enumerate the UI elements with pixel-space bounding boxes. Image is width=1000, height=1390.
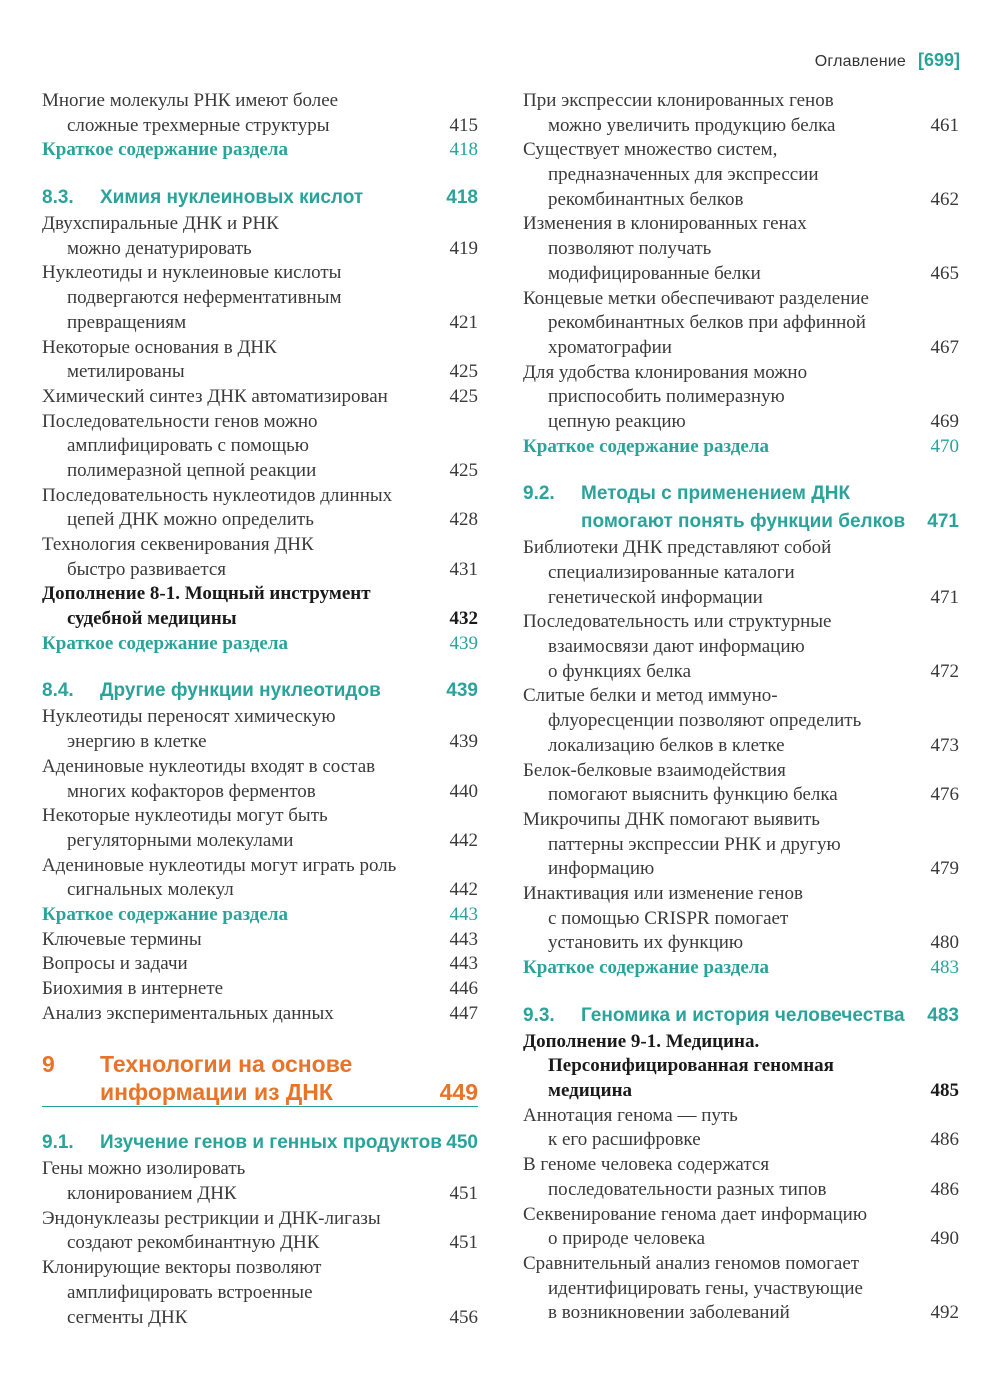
section-page: 471 bbox=[927, 511, 959, 533]
toc-entry-line[interactable] bbox=[523, 931, 959, 956]
toc-entry-text: предназначенных для экспрессии bbox=[548, 164, 819, 186]
toc-entry-page: 483 bbox=[930, 957, 959, 978]
toc-entry-text: Концевые метки обеспечивают разделение bbox=[523, 287, 869, 309]
toc-entry-text: Технология секвенирования ДНК bbox=[42, 534, 314, 555]
toc-entry-text: Вопросы и задачи bbox=[42, 953, 188, 975]
toc-entry-page: 443 bbox=[449, 903, 478, 925]
toc-entry-line[interactable] bbox=[42, 385, 478, 410]
toc-entry-line[interactable] bbox=[523, 536, 959, 561]
toc-entry-line[interactable] bbox=[523, 188, 959, 213]
toc-entry-line[interactable] bbox=[523, 635, 959, 660]
toc-entry-line[interactable] bbox=[42, 459, 478, 484]
toc-entry-text: энергию в клетке bbox=[67, 731, 207, 753]
toc-entry-line[interactable] bbox=[42, 632, 478, 657]
toc-entry-text: Гены можно изолировать bbox=[42, 1158, 246, 1180]
toc-entry-line[interactable] bbox=[42, 1157, 478, 1182]
toc-entry-text: рекомбинантных белков bbox=[548, 188, 744, 210]
toc-entry-line[interactable] bbox=[523, 684, 959, 709]
toc-entry-page: 490 bbox=[930, 1228, 959, 1250]
toc-entry-text: Изменения в клонированных генах bbox=[523, 213, 807, 235]
toc-entry-line[interactable] bbox=[42, 582, 478, 607]
toc-entry-page: 443 bbox=[449, 953, 478, 975]
toc-entry-text: о функциях белка bbox=[548, 660, 692, 682]
section-page: 483 bbox=[927, 1004, 959, 1026]
toc-entry-page: 451 bbox=[449, 1232, 478, 1254]
toc-entry-page: 439 bbox=[449, 731, 478, 753]
toc-entry-text: Белок-белковые взаимодействия bbox=[523, 759, 786, 781]
toc-entry-line[interactable] bbox=[523, 138, 959, 163]
toc-entry-page: 461 bbox=[930, 114, 959, 136]
toc-entry-line[interactable] bbox=[42, 952, 478, 977]
running-header bbox=[815, 50, 960, 71]
page-number: [699] bbox=[917, 50, 960, 70]
toc-entry-page: 473 bbox=[930, 734, 959, 756]
section-heading-8-3[interactable] bbox=[42, 184, 478, 212]
toc-entry-text: Аннотация генома — путь bbox=[523, 1104, 738, 1126]
toc-entry-text: флуоресценции позволяют определить bbox=[548, 710, 862, 732]
toc-entry-line[interactable] bbox=[42, 755, 478, 780]
toc-entry-line[interactable] bbox=[523, 734, 959, 759]
toc-column-right bbox=[523, 89, 959, 1326]
toc-entry-line[interactable] bbox=[42, 705, 478, 730]
toc-entry-line[interactable] bbox=[42, 903, 478, 928]
toc-entry-text: цепную реакцию bbox=[548, 410, 686, 432]
toc-entry-text: Сравнительный анализ геномов помогает bbox=[523, 1252, 860, 1274]
toc-entry-text: взаимосвязи дают информацию bbox=[548, 636, 805, 658]
toc-entry-text: информацию bbox=[548, 858, 655, 880]
toc-entry-text: клонированием ДНК bbox=[67, 1183, 237, 1205]
section-title: Другие функции нуклеотидов bbox=[100, 680, 381, 702]
toc-entry-text: Последовательность или структурные bbox=[523, 611, 832, 633]
toc-entry-page: 480 bbox=[930, 932, 959, 954]
toc-entry-line[interactable] bbox=[42, 360, 478, 385]
toc-entry-line[interactable] bbox=[42, 336, 478, 361]
toc-block bbox=[42, 89, 478, 163]
toc-entry-line[interactable] bbox=[42, 484, 478, 509]
toc-entry-text: Клонирующие векторы позволяют bbox=[42, 1257, 322, 1279]
toc-entry-text: Адениновые нуклеотиды входят в состав bbox=[42, 755, 376, 777]
toc-entry-text: можно увеличить продукцию белка bbox=[548, 114, 836, 136]
toc-entry-page: 470 bbox=[930, 435, 959, 457]
toc-entry-text: Двухспиральные ДНК и РНК bbox=[42, 213, 279, 235]
toc-entry-line[interactable] bbox=[42, 1207, 478, 1232]
toc-entry-text: цепей ДНК можно определить bbox=[67, 509, 314, 531]
toc-entry-line[interactable] bbox=[523, 1203, 959, 1228]
toc-entry-line[interactable] bbox=[523, 435, 959, 460]
toc-entry-text: создают рекомбинантную ДНК bbox=[67, 1232, 320, 1254]
toc-entry-text: судебной медицины bbox=[67, 608, 237, 630]
toc-entry-line[interactable] bbox=[42, 1306, 478, 1331]
toc-entry-text: Анализ экспериментальных данных bbox=[42, 1002, 334, 1024]
section-number: 9.2. bbox=[523, 483, 555, 505]
toc-entry-line[interactable] bbox=[523, 956, 959, 981]
toc-entry-page: 492 bbox=[930, 1302, 959, 1324]
section-title: Геномика и история человечества bbox=[581, 1004, 905, 1026]
toc-entry-page: 471 bbox=[930, 586, 959, 608]
toc-entry-text: установить их функцию bbox=[548, 932, 744, 954]
toc-entry-text: Инактивация или изменение генов bbox=[523, 882, 803, 904]
toc-entry-line[interactable] bbox=[523, 1252, 959, 1277]
toc-entry-text: идентифицировать гены, участвующие bbox=[548, 1277, 863, 1299]
toc-entry-line[interactable] bbox=[42, 878, 478, 903]
toc-entry-line[interactable] bbox=[42, 977, 478, 1002]
toc-entry-text: генетической информации bbox=[548, 586, 763, 608]
toc-entry-text: регуляторными молекулами bbox=[67, 829, 294, 851]
toc-entry-page: 425 bbox=[449, 385, 478, 407]
toc-entry-line[interactable] bbox=[42, 1281, 478, 1306]
toc-entry-page: 486 bbox=[930, 1129, 959, 1151]
toc-entry-line[interactable] bbox=[523, 709, 959, 734]
toc-entry-line[interactable] bbox=[523, 311, 959, 336]
toc-entry-page: 418 bbox=[449, 139, 478, 161]
toc-entry-line[interactable] bbox=[42, 854, 478, 879]
toc-entry-page: 421 bbox=[449, 311, 478, 333]
toc-entry-line[interactable] bbox=[523, 1030, 959, 1055]
toc-entry-line[interactable] bbox=[523, 610, 959, 635]
toc-entry-line[interactable] bbox=[523, 759, 959, 784]
toc-entry-text: хроматографии bbox=[548, 336, 672, 358]
toc-entry-text: модифицированные белки bbox=[548, 262, 761, 284]
toc-entry-page: 456 bbox=[449, 1306, 478, 1328]
toc-entry-page: 451 bbox=[449, 1183, 478, 1205]
toc-entry-text: полимеразной цепной реакции bbox=[67, 459, 317, 481]
toc-entry-text: Существует множество систем, bbox=[523, 139, 778, 161]
toc-entry-line[interactable] bbox=[523, 882, 959, 907]
toc-entry-line[interactable] bbox=[42, 237, 478, 262]
toc-entry-line[interactable] bbox=[42, 434, 478, 459]
toc-entry-text: рекомбинантных белков при аффинной bbox=[548, 312, 866, 334]
toc-entry-text: Для удобства клонирования можно bbox=[523, 361, 808, 383]
toc-block bbox=[42, 1157, 478, 1330]
section-page: 439 bbox=[446, 680, 478, 702]
section-title-line-2: помогают понять функции белков bbox=[581, 511, 906, 533]
toc-entry-line[interactable] bbox=[523, 163, 959, 188]
toc-entry-text: локализацию белков в клетке bbox=[548, 734, 785, 756]
toc-entry-page: 467 bbox=[930, 336, 959, 358]
toc-entry-text: позволяют получать bbox=[548, 238, 712, 260]
toc-entry-text: можно денатурировать bbox=[67, 237, 252, 259]
toc-entry-line[interactable] bbox=[523, 783, 959, 808]
toc-entry-text: Секвенирование генома дает информацию bbox=[523, 1203, 868, 1225]
toc-entry-line[interactable] bbox=[523, 89, 959, 114]
toc-entry-text: быстро развивается bbox=[67, 558, 227, 580]
toc-entry-line[interactable] bbox=[42, 928, 478, 953]
toc-entry-line[interactable] bbox=[523, 1079, 959, 1104]
toc-entry-page: 476 bbox=[930, 784, 959, 806]
toc-entry-line[interactable] bbox=[42, 829, 478, 854]
toc-entry-line[interactable] bbox=[523, 114, 959, 139]
toc-entry-line[interactable] bbox=[523, 1178, 959, 1203]
toc-entry-page: 419 bbox=[449, 237, 478, 259]
toc-entry-line[interactable] bbox=[523, 857, 959, 882]
toc-entry-line[interactable] bbox=[523, 586, 959, 611]
toc-entry-text: сложные трехмерные структуры bbox=[67, 114, 330, 136]
chapter-number: 9 bbox=[42, 1051, 55, 1078]
toc-entry-line[interactable] bbox=[523, 907, 959, 932]
section-heading-8-4[interactable] bbox=[42, 677, 478, 705]
toc-entry-page: 465 bbox=[930, 262, 959, 284]
toc-entry-line[interactable] bbox=[523, 361, 959, 386]
chapter-title bbox=[100, 1050, 352, 1106]
toc-entry-page: 425 bbox=[449, 361, 478, 383]
toc-entry-line[interactable] bbox=[42, 89, 478, 114]
toc-entry-page: 462 bbox=[930, 188, 959, 210]
toc-entry-text: последовательности разных типов bbox=[548, 1178, 827, 1200]
toc-entry-line[interactable] bbox=[523, 1128, 959, 1153]
toc-entry-line[interactable] bbox=[42, 212, 478, 237]
header-title: Оглавление bbox=[814, 53, 906, 70]
toc-entry-text: Ключевые термины bbox=[42, 928, 202, 950]
toc-entry-text: к его расшифровке bbox=[548, 1129, 701, 1151]
toc-entry-page: 432 bbox=[449, 608, 478, 630]
toc-entry-line[interactable] bbox=[42, 114, 478, 139]
toc-entry-text: превращениям bbox=[67, 311, 187, 333]
toc-entry-page: 425 bbox=[449, 459, 478, 481]
toc-entry-text: амплифицировать встроенные bbox=[67, 1281, 313, 1303]
toc-entry-line[interactable] bbox=[523, 385, 959, 410]
toc-entry-line[interactable] bbox=[523, 1301, 959, 1326]
toc-entry-line[interactable] bbox=[523, 1277, 959, 1302]
toc-entry-page: 440 bbox=[449, 780, 478, 802]
section-number: 9.1. bbox=[42, 1132, 74, 1154]
toc-entry-page: 479 bbox=[930, 858, 959, 880]
toc-entry-line[interactable] bbox=[42, 1256, 478, 1281]
toc-block bbox=[42, 212, 478, 656]
toc-entry-page: 486 bbox=[930, 1178, 959, 1200]
toc-entry-text: Дополнение 9-1. Медицина. bbox=[523, 1030, 760, 1052]
toc-entry-line[interactable] bbox=[523, 808, 959, 833]
section-number: 9.3. bbox=[523, 1004, 555, 1026]
section-number: 8.4. bbox=[42, 680, 74, 702]
toc-entry-line[interactable] bbox=[523, 833, 959, 858]
chapter-page: 449 bbox=[439, 1079, 478, 1106]
toc-entry-text: Микрочипы ДНК помогают выявить bbox=[523, 808, 820, 830]
toc-entry-page: 431 bbox=[449, 558, 478, 580]
toc-entry-line[interactable] bbox=[523, 1153, 959, 1178]
toc-entry-line[interactable] bbox=[42, 730, 478, 755]
toc-entry-text: Последовательность нуклеотидов длинных bbox=[42, 484, 393, 506]
toc-entry-text: Краткое содержание раздела bbox=[523, 957, 769, 978]
toc-entry-line[interactable] bbox=[523, 237, 959, 262]
toc-block bbox=[523, 536, 959, 980]
section-page: 418 bbox=[446, 187, 478, 209]
toc-entry-line[interactable] bbox=[42, 1182, 478, 1207]
toc-entry-text: Библиотеки ДНК представляют собой bbox=[523, 537, 832, 559]
toc-entry-text: Последовательности генов можно bbox=[42, 410, 318, 432]
toc-entry-page: 428 bbox=[449, 509, 478, 531]
toc-entry-line[interactable] bbox=[42, 261, 478, 286]
toc-entry-line[interactable] bbox=[523, 1104, 959, 1129]
toc-entry-line[interactable] bbox=[42, 804, 478, 829]
toc-entry-text: помогают выяснить функцию белка bbox=[548, 784, 838, 806]
toc-entry-line[interactable] bbox=[523, 410, 959, 435]
toc-entry-line[interactable] bbox=[42, 138, 478, 163]
section-heading-9-1[interactable] bbox=[42, 1129, 478, 1157]
toc-column-left bbox=[42, 89, 478, 1330]
toc-entry-line[interactable] bbox=[42, 607, 478, 632]
section-number: 8.3. bbox=[42, 187, 74, 209]
toc-entry-text: многих кофакторов ферментов bbox=[67, 780, 316, 802]
toc-entry-line[interactable] bbox=[523, 287, 959, 312]
toc-entry-line[interactable] bbox=[42, 1231, 478, 1256]
toc-entry-page: 472 bbox=[930, 660, 959, 682]
toc-entry-text: Краткое содержание раздела bbox=[42, 139, 288, 161]
toc-entry-text: Персонифицированная геномная bbox=[548, 1055, 834, 1077]
toc-entry-text: метилированы bbox=[67, 361, 185, 383]
toc-entry-page: 439 bbox=[449, 632, 478, 654]
section-title: Химия нуклеиновых кислот bbox=[100, 187, 364, 209]
section-title-line-1: Методы с применением ДНК bbox=[581, 483, 851, 505]
toc-entry-line[interactable] bbox=[42, 508, 478, 533]
toc-entry-text: специализированные каталоги bbox=[548, 562, 795, 583]
toc-entry-text: Многие молекулы РНК имеют более bbox=[42, 90, 339, 111]
toc-entry-text: Химический синтез ДНК автоматизирован bbox=[42, 385, 388, 407]
toc-entry-text: Нуклеотиды переносят химическую bbox=[42, 706, 336, 728]
toc-entry-line[interactable] bbox=[523, 212, 959, 237]
section-heading-9-3[interactable] bbox=[523, 1002, 959, 1030]
toc-entry-line[interactable] bbox=[42, 558, 478, 583]
toc-entry-page: 415 bbox=[449, 114, 478, 136]
toc-entry-line[interactable] bbox=[42, 1002, 478, 1027]
toc-entry-text: Слитые белки и метод иммуно- bbox=[523, 685, 778, 707]
toc-entry-text: В геноме человека содержатся bbox=[523, 1154, 770, 1176]
toc-entry-text: Краткое содержание раздела bbox=[42, 903, 288, 925]
toc-entry-line[interactable] bbox=[42, 286, 478, 311]
toc-entry-text: Краткое содержание раздела bbox=[523, 435, 769, 457]
toc-entry-text: с помощью CRISPR помогает bbox=[548, 907, 789, 929]
toc-entry-page: 469 bbox=[930, 410, 959, 432]
toc-entry-text: Эндонуклеазы рестрикции и ДНК-лигазы bbox=[42, 1207, 381, 1229]
section-title bbox=[581, 480, 905, 536]
toc-entry-text: Нуклеотиды и нуклеиновые кислоты bbox=[42, 262, 342, 284]
toc-entry-line[interactable] bbox=[42, 410, 478, 435]
toc-entry-text: Биохимия в интернете bbox=[42, 978, 224, 999]
toc-entry-line[interactable] bbox=[42, 311, 478, 336]
toc-entry-text: При экспрессии клонированных генов bbox=[523, 90, 834, 111]
toc-entry-line[interactable] bbox=[523, 660, 959, 685]
toc-entry-page: 442 bbox=[449, 829, 478, 851]
toc-entry-page: 446 bbox=[449, 978, 478, 999]
toc-entry-text: Некоторые нуклеотиды могут быть bbox=[42, 805, 328, 827]
toc-entry-page: 485 bbox=[930, 1080, 959, 1102]
toc-block bbox=[523, 1030, 959, 1326]
toc-entry-text: медицина bbox=[548, 1080, 633, 1102]
section-title: Изучение генов и генных продуктов bbox=[100, 1132, 442, 1154]
toc-entry-line[interactable] bbox=[42, 533, 478, 558]
toc-entry-line[interactable] bbox=[42, 780, 478, 805]
toc-entry-line[interactable] bbox=[523, 561, 959, 586]
toc-entry-page: 447 bbox=[449, 1002, 478, 1024]
toc-entry-text: в возникновении заболеваний bbox=[548, 1302, 790, 1324]
toc-block bbox=[523, 89, 959, 459]
section-heading-9-2[interactable] bbox=[523, 480, 959, 536]
toc-entry-line[interactable] bbox=[523, 1227, 959, 1252]
section-page: 450 bbox=[446, 1132, 478, 1154]
toc-entry-text: Некоторые основания в ДНК bbox=[42, 336, 277, 358]
chapter-title-line-1: Технологии на основе bbox=[100, 1051, 353, 1078]
toc-entry-text: амплифицировать с помощью bbox=[67, 435, 309, 457]
toc-entry-line[interactable] bbox=[523, 336, 959, 361]
toc-entry-text: Краткое содержание раздела bbox=[42, 632, 288, 654]
toc-entry-line[interactable] bbox=[523, 1054, 959, 1079]
toc-block bbox=[42, 705, 478, 1026]
toc-entry-text: подвергаются неферментативным bbox=[67, 287, 342, 309]
toc-entry-line[interactable] bbox=[523, 262, 959, 287]
toc-entry-text: сигнальных молекул bbox=[67, 879, 234, 901]
toc-entry-text: о природе человека bbox=[548, 1228, 706, 1250]
toc-entry-text: сегменты ДНК bbox=[67, 1306, 188, 1328]
chapter-heading-9[interactable] bbox=[42, 1050, 478, 1107]
toc-entry-text: приспособить полимеразную bbox=[548, 386, 785, 408]
chapter-title-line-2: информации из ДНК bbox=[100, 1079, 333, 1106]
toc-entry-text: Адениновые нуклеотиды могут играть роль bbox=[42, 854, 397, 876]
toc-entry-page: 443 bbox=[449, 928, 478, 950]
toc-entry-text: Дополнение 8-1. Мощный инструмент bbox=[42, 583, 371, 605]
toc-entry-page: 442 bbox=[449, 879, 478, 901]
toc-entry-text: паттерны экспрессии РНК и другую bbox=[548, 833, 841, 855]
